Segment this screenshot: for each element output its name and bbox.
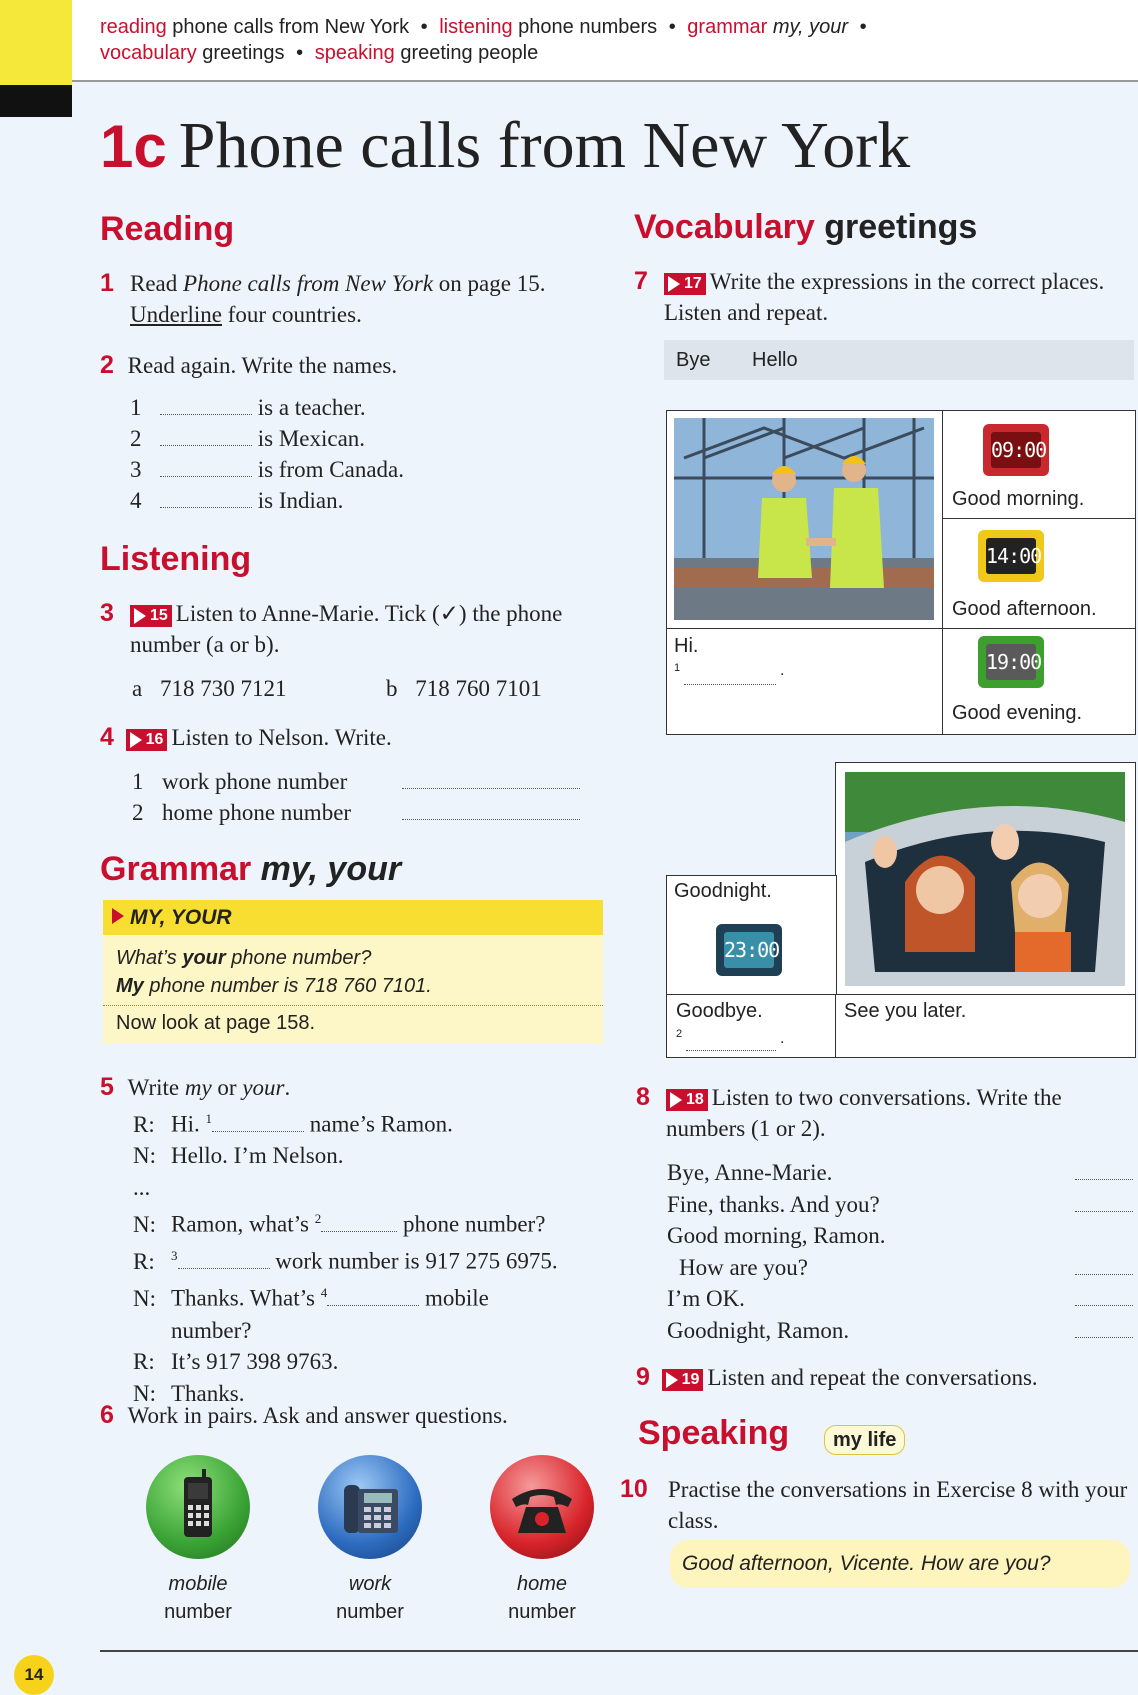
clock-icon-evening [978,636,1044,688]
vocabulary-heading-sub: greetings [824,208,978,246]
speech-bubble-text: Good afternoon, Vicente. How are you? [682,1552,1051,1575]
example-focus: your [182,947,226,969]
line-text: Hello. I’m Nelson. [171,1143,344,1169]
ex4-instruction: Listen to Nelson. Write. [171,725,392,750]
phone-caption-work [290,1570,450,1626]
topic-keyword: speaking [314,42,395,64]
caption-number: number [336,1601,404,1623]
grammar-title-text: MY, YOUR [130,906,232,929]
exercise-6 [100,1400,508,1431]
line-text: Fine, thanks. And you? [667,1191,880,1217]
item-text: is a teacher. [257,395,366,420]
greeting-label-night: Goodnight. [674,880,772,902]
ex5-word-your: your [242,1075,285,1100]
triangle-icon [112,908,124,924]
ex5-word-my: my [184,1075,212,1100]
line-text: Hi. [171,1111,206,1137]
corner-tab-yellow [0,0,72,85]
speaker: N: [133,1286,156,1312]
clock-icon-afternoon [978,530,1044,582]
item-number: 1 [130,395,142,420]
list-item [132,797,612,828]
photo-cell-car [835,762,1136,996]
vocabulary-heading [634,208,977,247]
topic-keyword: reading [100,16,167,38]
word-bank [664,340,1134,380]
ex4-items [132,766,612,828]
dialogue-line [133,1277,613,1314]
track-number: 16 [145,730,164,748]
answer-blank[interactable] [160,427,252,446]
line-text: Ramon, what’s [171,1211,315,1237]
topics-line-1 [100,14,873,40]
exercise-9 [636,1362,1038,1393]
clock-time: 19:00 [986,644,1036,680]
example-text: phone number? [225,947,372,969]
word-bank-item[interactable]: Hello [752,349,798,371]
ex1-title-italic: Phone calls from New York [183,271,434,296]
exercise-number: 10 [620,1475,648,1503]
topic-text: greeting people [394,42,539,64]
gap-number: 3 [171,1248,178,1264]
dialogue-line [133,1103,613,1140]
example-text: phone number is 718 760 7101. [143,975,432,997]
topic-keyword: grammar [687,16,768,38]
item-number: 4 [130,488,142,513]
audio-track-badge[interactable] [126,729,168,751]
listening-heading: Listening [100,540,252,578]
list-item [130,454,530,485]
photo-cell-handshake [666,410,944,630]
caption-number: number [508,1601,576,1623]
audio-track-badge[interactable] [130,605,172,627]
line-text: Thanks. What’s [171,1286,321,1312]
clock-time: 23:00 [724,932,774,968]
caption-word: work [348,1573,392,1595]
ex1-text: Read [130,271,184,296]
audio-track-badge[interactable] [666,1089,708,1111]
dialogue-line [133,1203,613,1240]
lesson-title: Phone calls from New York [178,109,911,182]
list-item [130,392,530,423]
option-a-number[interactable]: 718 730 7121 [159,676,287,701]
option-label: b [386,676,398,701]
track-number: 18 [686,1090,704,1108]
corner-tab-black [0,85,72,117]
ex3-options [386,673,542,704]
item-text: work phone number [162,769,348,794]
item-text: home phone number [162,800,352,825]
line-text: Bye, Anne-Marie. [667,1160,833,1185]
speaker: R: [133,1111,155,1137]
mobile-phone-svg [146,1455,250,1559]
home-phone-icon [490,1455,594,1559]
dialogue-line [133,1172,613,1204]
ex6-instruction: Work in pairs. Ask and answer questions. [127,1403,508,1428]
handshake-photo [674,418,934,620]
ex7-instruction: Write the expressions in the correct places. Listen and repeat. [664,269,1105,325]
ex3-instruction: Listen to Anne-Marie. Tick (✓) the phone number (a or b). [130,601,563,657]
grammar-heading [100,850,401,889]
vocabulary-heading-word: Vocabulary [634,208,815,246]
exercise-1 [100,268,620,327]
page-title [100,108,910,184]
ex10-instruction: Practise the conversations in Exercise 8 with your class. [668,1477,1128,1533]
word-bank-item[interactable]: Bye [676,349,711,371]
gap-number: 2 [314,1211,322,1227]
ex9-instruction: Listen and repeat the conversations. [707,1365,1038,1390]
gap-number: 1 [674,662,681,674]
exercise-number: 1 [100,269,114,297]
exercise-4 [100,722,392,753]
audio-track-badge[interactable] [664,273,706,295]
greeting-label-morning: Good morning. [952,488,1085,510]
answer-blank[interactable] [160,458,252,477]
answer-blank[interactable] [402,801,580,820]
caption-number: number [164,1601,232,1623]
car-wave-photo [845,772,1125,986]
answer-blank[interactable] [178,1250,270,1269]
ex5-text: or [211,1075,243,1100]
answer-blank[interactable] [1075,1287,1133,1306]
line-text: It’s 917 398 9763. [171,1349,339,1375]
item-number: 1 [132,769,144,794]
my-life-badge: my life [824,1425,905,1455]
line-text: phone number? [397,1211,546,1237]
answer-blank[interactable] [1075,1319,1133,1338]
conversation-line [667,1252,1133,1284]
audio-track-badge[interactable] [662,1369,704,1391]
ex3-options [132,673,286,704]
page-number: 14 [14,1655,54,1695]
line-text: ... [133,1174,151,1200]
ex1-text: four countries. [221,302,362,327]
topics-line-2 [100,40,538,66]
answer-blank[interactable] [1075,1256,1133,1275]
greeting-hi: Hi. [674,635,699,657]
line-text: Thanks. [171,1380,245,1406]
grammar-examples [116,944,432,1000]
item-number: 3 [130,457,142,482]
line-text: name’s Ramon. [304,1111,453,1137]
exercise-2 [100,350,397,381]
answer-blank[interactable] [160,396,252,415]
conversation-line [667,1220,1133,1252]
ex8-lines [667,1157,1133,1346]
topic-keyword: vocabulary [100,42,197,64]
blank-period: . [780,1030,785,1047]
item-text: is from Canada. [257,457,405,482]
exercise-5 [100,1072,290,1103]
line-text: work number is 917 275 6975. [269,1248,558,1274]
caption-word: mobile [168,1573,228,1595]
line-text: mobile [419,1286,489,1312]
item-number: 2 [130,426,142,451]
conversation-line [667,1157,1133,1189]
ex1-text: on page 15. [433,271,546,296]
phone-caption-mobile [118,1570,278,1626]
greeting-goodbye: Goodbye. [676,1000,763,1022]
greeting-label-afternoon: Good afternoon. [952,598,1097,620]
play-icon [134,608,146,624]
exercise-number: 6 [100,1401,114,1429]
ex5-dialogue [133,1103,613,1409]
exercise-number: 7 [634,267,648,295]
speaker: R: [133,1349,155,1375]
example-focus: My [116,975,144,997]
conversation-line [667,1315,1133,1347]
answer-blank[interactable] [327,1287,419,1306]
exercise-7 [634,266,1134,325]
option-b-number[interactable]: 718 760 7101 [415,676,542,701]
exercise-number: 9 [636,1363,650,1391]
dialogue-line [133,1140,613,1172]
track-number: 19 [681,1370,700,1388]
grammar-box-title [112,906,232,930]
topic-text: greetings [196,42,285,64]
dialogue-line [133,1315,613,1347]
clock-time: 14:00 [986,538,1036,574]
clock-time: 09:00 [991,432,1041,468]
blank-period: . [780,662,785,679]
answer-blank[interactable] [212,1113,304,1132]
play-icon [668,276,680,292]
grammar-look-link[interactable]: Now look at page 158. [116,1012,316,1034]
list-item [132,766,612,797]
speaker: N: [133,1143,156,1169]
option-label: a [132,676,143,701]
exercise-3 [100,598,620,657]
topic-keyword: listening [439,16,513,38]
grammar-heading-sub: my, your [260,850,402,888]
speaker: N: [133,1380,156,1406]
grammar-divider [103,1005,603,1007]
gap-number: 4 [320,1285,328,1301]
answer-blank[interactable] [321,1213,397,1232]
track-number: 17 [684,274,702,292]
greeting-see-you-later: See you later. [844,1000,967,1022]
list-item [130,485,530,516]
exercise-10 [620,1474,1130,1533]
lesson-code: 1c [100,113,167,180]
clock-icon-night [716,924,782,976]
dialogue-line [133,1346,613,1378]
exercise-8 [636,1082,1136,1141]
phone-caption-home [462,1570,622,1626]
clock-icon-morning [983,424,1049,476]
line-text: I’m OK. [667,1286,745,1311]
play-icon [130,732,142,748]
answer-blank[interactable] [1075,1193,1133,1212]
grammar-example-answer [116,972,432,1000]
exercise-number: 4 [100,723,114,751]
ex5-text: . [284,1075,291,1100]
gap-number: 2 [676,1028,683,1040]
ex1-underline-word: Underline [130,302,222,327]
answer-blank[interactable] [686,1032,776,1051]
grammar-heading-word: Grammar [100,850,252,888]
topic-bullet: • [296,42,304,64]
item-text: is Indian. [257,488,344,513]
topic-bullet: • [668,16,676,38]
footer-rule [100,1650,1138,1652]
example-text: What’s [116,947,183,969]
answer-blank[interactable] [160,489,252,508]
topic-text: my, your [767,16,849,38]
reading-heading: Reading [100,210,235,248]
work-phone-icon [318,1455,422,1559]
ex5-text: Write [127,1075,185,1100]
item-number: 2 [132,800,144,825]
list-item [130,423,530,454]
dialogue-line [133,1240,613,1277]
ex2-instruction: Read again. Write the names. [127,353,398,378]
ex8-instruction: Listen to two conversations. Write the numbers (1 or 2). [666,1085,1062,1141]
track-number: 15 [150,606,168,624]
answer-blank[interactable] [1075,1161,1133,1180]
exercise-number: 8 [636,1083,650,1111]
exercise-number: 2 [100,351,114,379]
line-text: How are you? [679,1254,809,1280]
grammar-example-question [116,944,432,972]
line-text: Goodnight, Ramon. [667,1317,850,1343]
answer-blank[interactable] [402,770,580,789]
answer-blank[interactable] [684,666,776,685]
conversation-line [667,1283,1133,1315]
exercise-number: 5 [100,1073,114,1101]
play-icon [670,1092,682,1108]
work-phone-svg [318,1455,422,1559]
speaker: R: [133,1248,155,1274]
caption-word: home [516,1573,568,1595]
ex2-items [130,392,530,516]
speaker: N: [133,1211,156,1237]
speaking-heading: Speaking [638,1414,790,1452]
topic-text: phone calls from New York [166,16,410,38]
play-icon [666,1372,678,1388]
topic-text: phone numbers [512,16,658,38]
greeting-label-evening: Good evening. [952,702,1083,724]
line-text: Good morning, Ramon. [667,1223,886,1248]
conversation-line [667,1189,1133,1221]
topic-bullet: • [420,16,428,38]
mobile-phone-icon [146,1455,250,1559]
topic-bullet: • [859,16,867,38]
line-text: number? [171,1317,252,1343]
item-text: is Mexican. [257,426,366,451]
home-phone-svg [490,1455,594,1559]
gap-number: 1 [205,1111,212,1126]
exercise-number: 3 [100,599,114,627]
